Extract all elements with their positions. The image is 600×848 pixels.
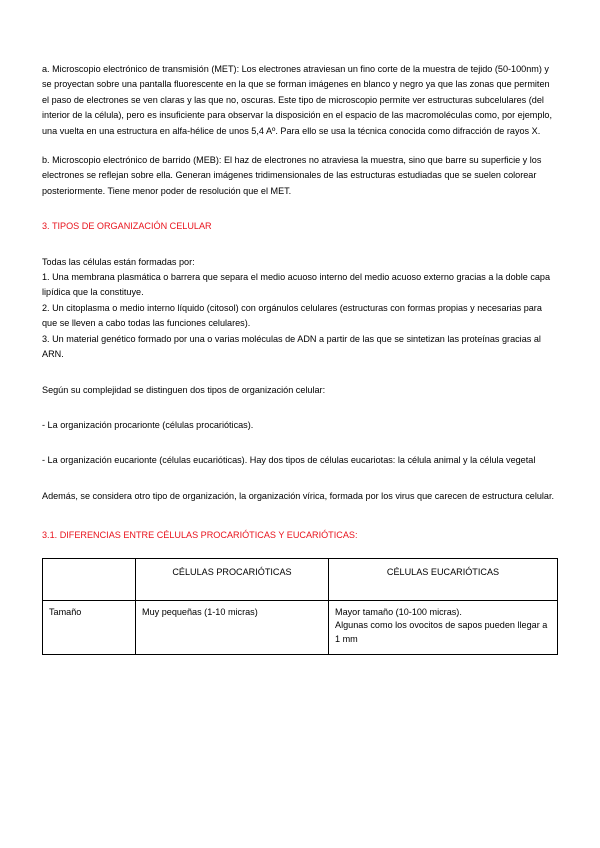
numbered-item-3: 3. Un material genético formado por una o varias moléculas de ADN a partir de las que se sintetizan las proteínas gracias al ARN. [42, 333, 541, 360]
table-header-blank [43, 558, 136, 600]
paragraph-meb: b. Microscopio electrónico de barrido (MEB): El haz de electrones no atraviesa la muestra, sino que barre su superficie y los electrones se reflejan sobre ella. Generan imágenes tridimensionales de las estructuras estudiadas que se suelen colorear posteriormente. Tiene menor poder de resolución que el MET. [42, 155, 542, 196]
spacer [42, 518, 558, 528]
numbered-item-2: 2. Un citoplasma o medio interno líquido (citosol) con orgánulos celulares (estructuras con formas propias y necesarias para que se lleven a cabo todas las funciones celulares). [42, 302, 542, 329]
bullet-organizacion-eucarionte: - La organización eucarionte (células eucarióticas). Hay dos tipos de células eucariotas: la célula animal y la célula vegetal [42, 455, 536, 466]
table-cell-eucariotica [329, 600, 558, 655]
table-header-row [43, 558, 558, 600]
heading-diferencias-procarioticas-eucarioticas: 3.1. DIFERENCIAS ENTRE CÉLULAS PROCARIÓTICAS Y EUCARIÓTICAS: [42, 530, 358, 541]
table-cell-eucariotica-line-1: Mayor tamaño (10-100 micras). [335, 606, 462, 617]
bullet-organizacion-procarionte: - La organización procarionte (células procarióticas). [42, 419, 254, 430]
comparison-table [42, 558, 558, 656]
paragraph-organizacion-virica: Además, se considera otro tipo de organización, la organización vírica, formada por los virus que carecen de estructura celular. [42, 490, 555, 501]
heading-tipos-organizacion-celular: 3. TIPOS DE ORGANIZACIÓN CELULAR [42, 221, 212, 232]
table-cell-procariotica: Muy pequeñas (1-10 micras) [136, 600, 329, 655]
table-body [43, 600, 558, 655]
table-header-eucarioticas: CÉLULAS EUCARIÓTICAS [329, 558, 558, 600]
list-formadas-por [42, 255, 558, 363]
intro-line: Todas las células están formadas por: [42, 256, 195, 267]
paragraph-met: a. Microscopio electrónico de transmisión (MET): Los electrones atraviesan un fino corte de la muestra de tejido (50-100nm) y se proyectan sobre una pantalla fluorescente en la que se forman imágenes en blanco y negro ya que las zonas que permiten el paso de electrones se ven claras y las que no, oscuras. Este tipo de microscopio permite ver estructuras subcelulares (del interior de la célula), pero es insuficiente para observar la disposición en el espacio de las macromoléculas como, por ejemplo, una vuelta en una estructura en alfa-hélice de unos 5,4 Aº. Para ello se usa la técnica conocida como difracción de rayos X. [42, 64, 553, 136]
paragraph-complejidad: Según su complejidad se distinguen dos tipos de organización celular: [42, 384, 326, 395]
table-header-procarioticas: CÉLULAS PROCARIÓTICAS [136, 558, 329, 600]
table-header [43, 558, 558, 600]
table-cell-row-label: Tamaño [43, 600, 136, 655]
numbered-item-1: 1. Una membrana plasmática o barrera que separa el medio acuoso interno del medio acuoso externo gracias a la doble capa lipídica que la constituye. [42, 272, 551, 298]
table-cell-eucariotica-line-2: Algunas como los ovocitos de sapos pueden llegar a 1 mm [335, 620, 548, 644]
table-row [43, 600, 558, 655]
